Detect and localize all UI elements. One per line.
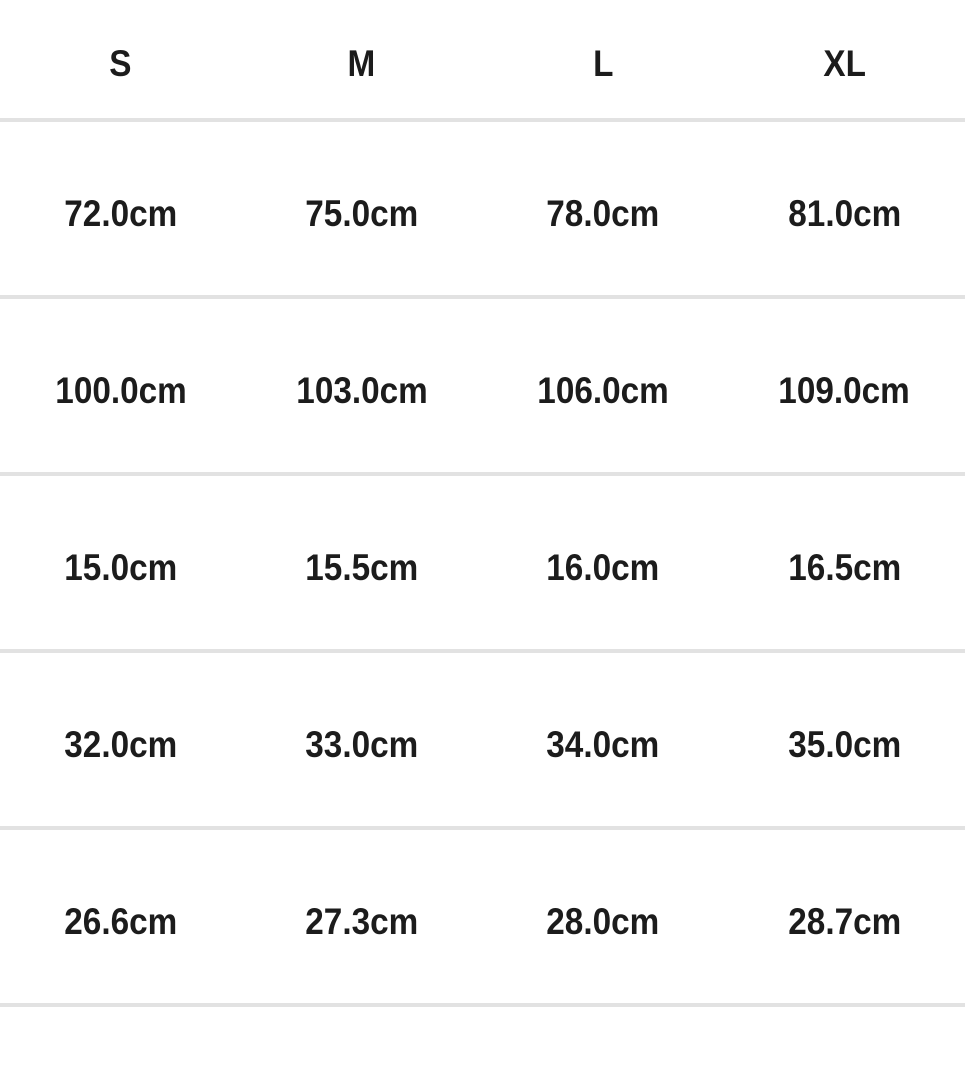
column-header-xl-label: XL	[823, 43, 866, 84]
size-value: 15.0cm	[64, 546, 178, 588]
size-value: 78.0cm	[546, 192, 660, 234]
size-value-cell	[724, 724, 965, 766]
size-value-cell	[241, 547, 482, 589]
table-row	[0, 122, 965, 299]
size-value-cell	[483, 193, 724, 235]
size-value-cell	[724, 193, 965, 235]
table-row	[0, 653, 965, 830]
size-value: 27.3cm	[305, 900, 419, 942]
column-header-m	[241, 43, 482, 85]
size-value: 81.0cm	[787, 192, 901, 234]
size-value-cell	[483, 370, 724, 412]
size-value: 106.0cm	[537, 369, 669, 411]
column-header-m-label: M	[347, 43, 376, 84]
size-value-cell	[0, 547, 241, 589]
size-value: 33.0cm	[305, 723, 419, 765]
size-value: 72.0cm	[64, 192, 178, 234]
size-value-cell	[0, 724, 241, 766]
size-value-cell	[0, 370, 241, 412]
size-value-cell	[724, 370, 965, 412]
size-value: 103.0cm	[296, 369, 428, 411]
size-value-cell	[724, 547, 965, 589]
size-value: 16.5cm	[787, 546, 901, 588]
size-value: 15.5cm	[305, 546, 419, 588]
size-value-cell	[724, 901, 965, 943]
size-value-cell	[0, 901, 241, 943]
column-header-l	[483, 43, 724, 85]
size-value: 75.0cm	[305, 192, 419, 234]
size-value: 32.0cm	[64, 723, 178, 765]
size-value-cell	[483, 724, 724, 766]
table-row	[0, 299, 965, 476]
size-value-cell	[483, 901, 724, 943]
size-value-cell	[241, 193, 482, 235]
size-value-cell	[241, 901, 482, 943]
size-value: 26.6cm	[64, 900, 178, 942]
size-value: 28.7cm	[787, 900, 901, 942]
size-value: 16.0cm	[546, 546, 660, 588]
column-header-s	[0, 43, 241, 85]
column-header-xl	[724, 43, 965, 85]
size-value: 35.0cm	[787, 723, 901, 765]
size-value: 100.0cm	[54, 369, 187, 411]
size-chart-header-row	[0, 0, 965, 122]
column-header-s-label: S	[109, 43, 132, 84]
size-value-cell	[241, 370, 482, 412]
table-row	[0, 830, 965, 1007]
size-value-cell	[483, 547, 724, 589]
size-value: 109.0cm	[778, 369, 911, 411]
size-value-cell	[0, 193, 241, 235]
size-value-cell	[241, 724, 482, 766]
size-value: 34.0cm	[546, 723, 660, 765]
size-value: 28.0cm	[546, 900, 660, 942]
table-row	[0, 476, 965, 653]
column-header-l-label: L	[592, 43, 614, 84]
